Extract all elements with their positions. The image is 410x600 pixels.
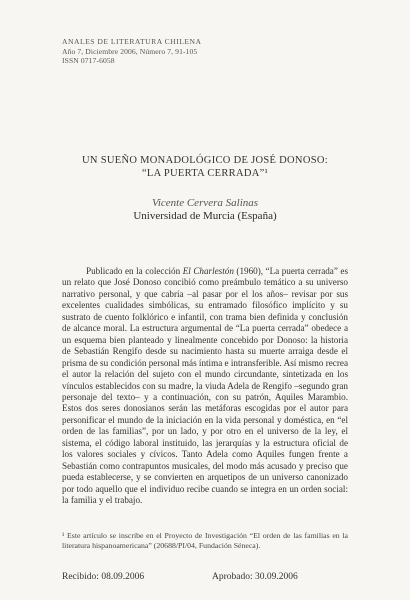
article-title [0, 155, 410, 180]
body-text-start: Publicado en la colección [86, 266, 183, 276]
body-paragraph [62, 266, 348, 507]
author-name: Vicente Cervera Salinas [151, 197, 259, 209]
footnote: ¹ Este artículo se inscribe en el Proyecto de Investigación “El orden de las familias en la literatura hispanoamericana” (20688/PI/04, Fundación Séneca). [62, 531, 348, 550]
journal-header [62, 37, 202, 66]
author-affiliation: Universidad de Murcia (España) [133, 210, 277, 222]
article-body [62, 266, 348, 507]
article-title-line2: “LA PUERTA CERRADA”¹ [141, 167, 269, 179]
article-title-line1: UN SUEÑO MONADOLÓGICO DE JOSÉ DONOSO: [82, 155, 328, 166]
journal-name: ANALES DE LITERATURA CHILENA [62, 37, 202, 46]
journal-issue: Año 7, Diciembre 2006, Número 7, 91-105 [62, 46, 198, 56]
author-block [0, 197, 410, 223]
journal-issn: ISSN 0717-6058 [62, 56, 115, 65]
body-italic-title: El Charlestón [182, 266, 234, 276]
approved-date: Aprobado: 30.09.2006 [212, 572, 298, 582]
body-text-rest: (1960), “La puerta cerrada” es un relato que José Donoso concibió como preámbulo temático a su universo narrativo personal, y que cabría –al pasar por el los años– revisar por sus excelentes cualidades simbólicas, su entramado filosófico implícito y su sustrato de cuento folklórico e infantil, con trama bien definida y conclusión de alcance moral. La estructura argumental de “La puerta cerrada” obedece a un esquema bien planteado y linealmente concebido por Donoso: la historia de Sebastián Rengifo desde su nacimiento hasta su muerte arraiga desde el prisma de su condición personal más íntima e intransferible. Así mismo recrea el autor la relación del sujeto con el mundo circundante, sintetizada en los vínculos establecidos con su madre, la viuda Adela de Rengifo –segundo gran personaje del texto– y a continuación, con su patrón, Aquiles Marambio. Estos dos seres donosianos serán las metáforas escogidas por el autor para personificar el mundo de la iniciación en la vida personal y doméstica, en “el orden de las familias”, por un lado, y por otro en el universo de la ley, el sistema, el código laboral instituido, las jerarquías y la estructura oficial de los valores sociales y cívicos. Tanto Adela como Aquiles fungen frente a Sebastián como contrapuntos musicales, del modo más acusado y preciso que pueda establecerse, y se convierten en arquetipos de un universo canonizado por todo aquello que el individuo recibe cuando se integra en un orden social: la familia y el trabajo. [62, 266, 349, 506]
received-date: Recibido: 08.09.2006 [62, 572, 145, 582]
